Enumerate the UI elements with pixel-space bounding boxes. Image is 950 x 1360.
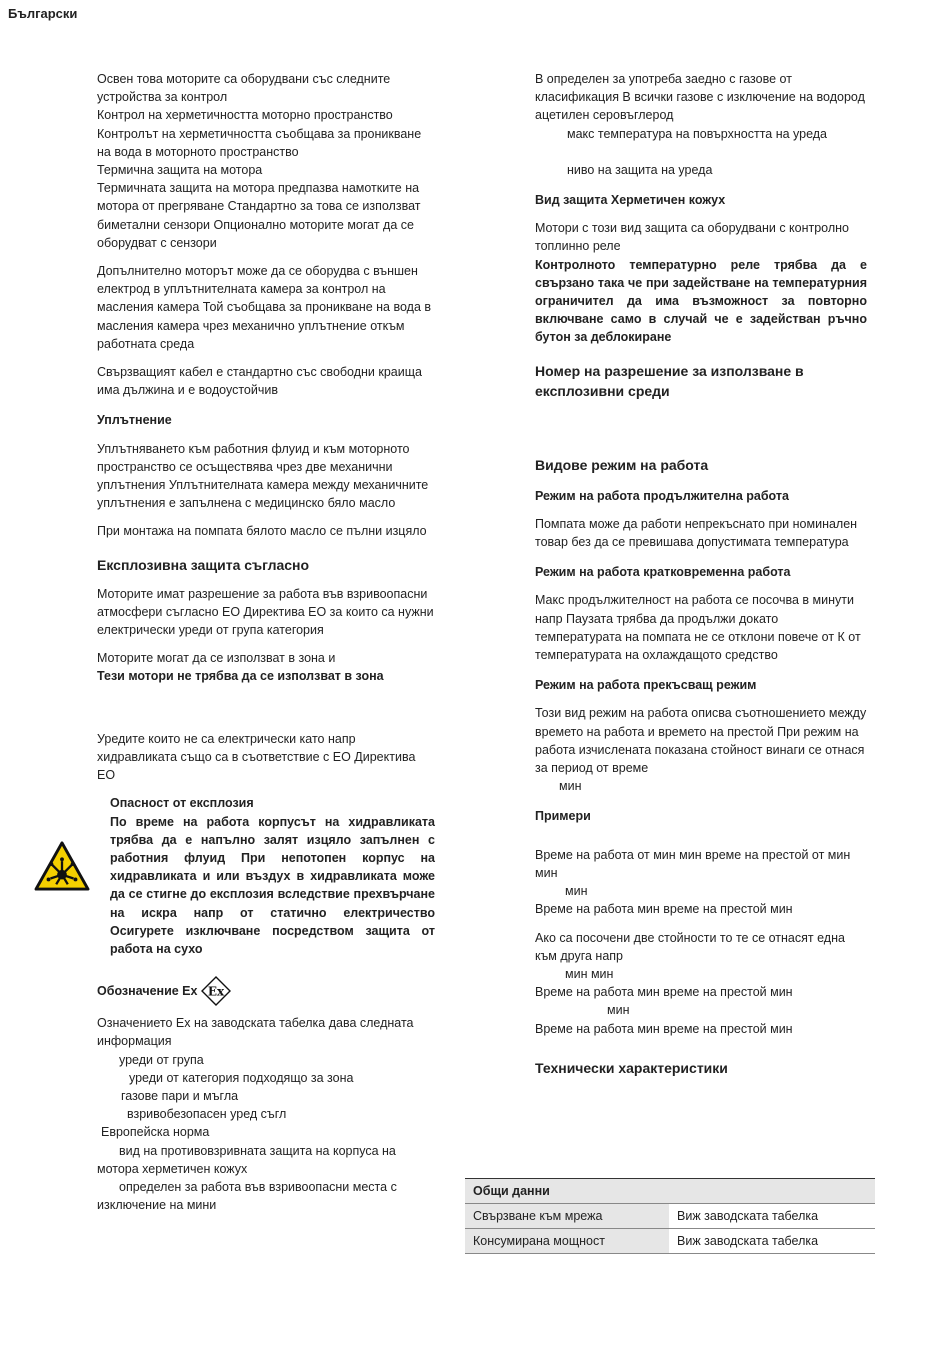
warning-text: По време на работа корпусът на хидравликата трябва да е напълно залят изцяло запълнен с работния флуид При непотопен корпус на хидравликата и или въздух в хидравликата може да се стигне до експлозия вследствие прехвърчане на искра напр от статично електричество Осигурете изключване посредством защита от работа на сухо xyxy=(110,814,435,956)
paragraph: В определен за употреба заедно с газове от класификация В всички газове с изключение на водород ацетилен серовъглерод xyxy=(535,72,865,123)
table-row xyxy=(465,1204,875,1229)
paragraph: Контролното температурно реле трябва да е свързано така че при задействане на температурния ограничител да има възможност за повторно включване само в случай че е задействан ръчно бутон за деблокиране xyxy=(535,257,867,345)
section-heading-approval: Номер на разрешение за използване в експлозивни среди xyxy=(535,362,804,399)
list-item: определен за работа във взривоопасни места с изключение на мини xyxy=(97,1179,397,1213)
list-item: макс температура на повърхността на уреда xyxy=(567,126,828,141)
table-cell-value: Виж заводската табелка xyxy=(669,1204,875,1229)
technical-data-table xyxy=(465,1178,875,1254)
warning-title: Опасност от експлозия xyxy=(110,796,254,811)
example-line: Време на работа от мин мин време на престой от мин мин xyxy=(535,847,851,880)
ex-mark-icon xyxy=(201,976,231,1006)
section-heading-protection: Вид защита Херметичен кожух xyxy=(535,193,726,208)
example-line: Време на работа мин време на престой мин xyxy=(535,902,793,917)
explosion-warning xyxy=(97,794,435,958)
list-item: уреди от група xyxy=(119,1052,204,1067)
paragraph: Освен това моторите са оборудвани със следните устройства за контрол Контрол на херметичността моторно пространство Контролът на херметичността съобщава за проникване на вода в моторното пространство Термична защита на мотора Термичната защита на мотора предпазва намотките на мотора от прегряване Стандартно за това се използват биметални сензори Опционално моторите могат да се оборудват с сензори xyxy=(97,72,422,250)
ex-mark-icon-text: Ex xyxy=(208,984,225,999)
list-item: мин xyxy=(559,779,582,794)
paragraph: При монтажа на помпата бялото масло се пълни изцяло xyxy=(97,524,427,539)
section-heading-technical: Технически характеристики xyxy=(535,1059,728,1076)
paragraph: Помпата може да работи непрекъснато при номинален товар без да се превишава допустимата температура xyxy=(535,516,858,550)
explosion-warning-icon xyxy=(33,840,91,892)
language-label: Български xyxy=(8,6,78,21)
section-heading-operating-modes: Видове режим на работа xyxy=(535,456,709,473)
section-heading-explosion-protection: Експлозивна защита съгласно xyxy=(97,556,310,573)
section-heading-seal: Уплътнение xyxy=(97,413,172,428)
paragraph: Мотори с този вид защита са оборудвани с контролно топлинно реле xyxy=(535,221,850,254)
subsection-heading-examples: Примери xyxy=(535,809,591,824)
example-line: мин мин xyxy=(565,966,614,981)
list-item: Европейска норма xyxy=(101,1125,210,1140)
table-row xyxy=(465,1229,875,1254)
subsection-heading-s2: Режим на работа кратковременна работа xyxy=(535,565,791,580)
table-cell-key: Консумирана мощност xyxy=(465,1229,669,1254)
table-header-row xyxy=(465,1179,875,1204)
right-column xyxy=(535,70,867,1088)
list-item: взривобезопасен уред съгл xyxy=(127,1107,287,1122)
example-line: мин xyxy=(607,1003,630,1018)
table-header: Общи данни xyxy=(465,1179,875,1204)
paragraph: Свързващият кабел е стандартно със свободни краища има дължина и е водоустойчив xyxy=(97,365,422,398)
example-line: мин xyxy=(565,884,588,899)
paragraph: Уплътняването към работния флуид и към моторното пространство се осъществява чрез две механични уплътнения Уплътнителната камера между механичните уплътнения е запълнена с медицинско бяло масло xyxy=(97,441,429,511)
ex-mark-heading: Обозначение Ex Ex xyxy=(97,976,435,1006)
list-item: уреди от категория подходящо за зона xyxy=(129,1070,354,1085)
example-line: Време на работа мин време на престой мин xyxy=(535,1021,793,1036)
subsection-heading-s1: Режим на работа продължителна работа xyxy=(535,488,789,503)
list-item: ниво на защита на уреда xyxy=(567,162,713,177)
example-line: Време на работа мин време на престой мин xyxy=(535,985,793,1000)
list-item: газове пари и мъгла xyxy=(121,1088,239,1103)
paragraph: Макс продължителност на работа се посочва в минути напр Паузата трябва да продължи докато температурата на помпата не се отклони повече от К от температурата на охлаждащото средство xyxy=(535,593,861,663)
paragraph: Допълнително моторът може да се оборудва с външен електрод в уплътнителната камера за контрол на масления камера Той съобщава за проникване на вода в масления камера чрез механично уплътнение откъм работната среда xyxy=(97,264,432,351)
paragraph: Моторите могат да се използват в зона и Тези мотори не трябва да се използват в зона xyxy=(97,651,384,684)
list-item: вид на противовзривната защита на корпуса на мотора херметичен кожух xyxy=(97,1143,396,1176)
left-column xyxy=(97,70,435,1214)
paragraph: Този вид режим на работа описва съотношението между времето на работа и времето на престой При режим на работа изчислената показана стойност винаги се отнася за период от време xyxy=(535,706,867,776)
example-line: Ако са посочени две стойности то те се отнасят една към друга напр xyxy=(535,930,845,963)
paragraph: Моторите имат разрешение за работа във взривоопасни атмосфери съгласно ЕО Директива ЕО за които са нужни електрически уреди от група категория xyxy=(97,586,434,638)
subsection-heading-s3: Режим на работа прекъсващ режим xyxy=(535,678,757,693)
paragraph: Означението Ex на заводската табелка дава следната информация xyxy=(97,1016,414,1049)
paragraph: Уредите които не са електрически като напр хидравликата също са в съответствие с ЕО Директива ЕО xyxy=(97,731,416,783)
table-cell-value: Виж заводската табелка xyxy=(669,1229,875,1254)
table-cell-key: Свързване към мрежа xyxy=(465,1204,669,1229)
